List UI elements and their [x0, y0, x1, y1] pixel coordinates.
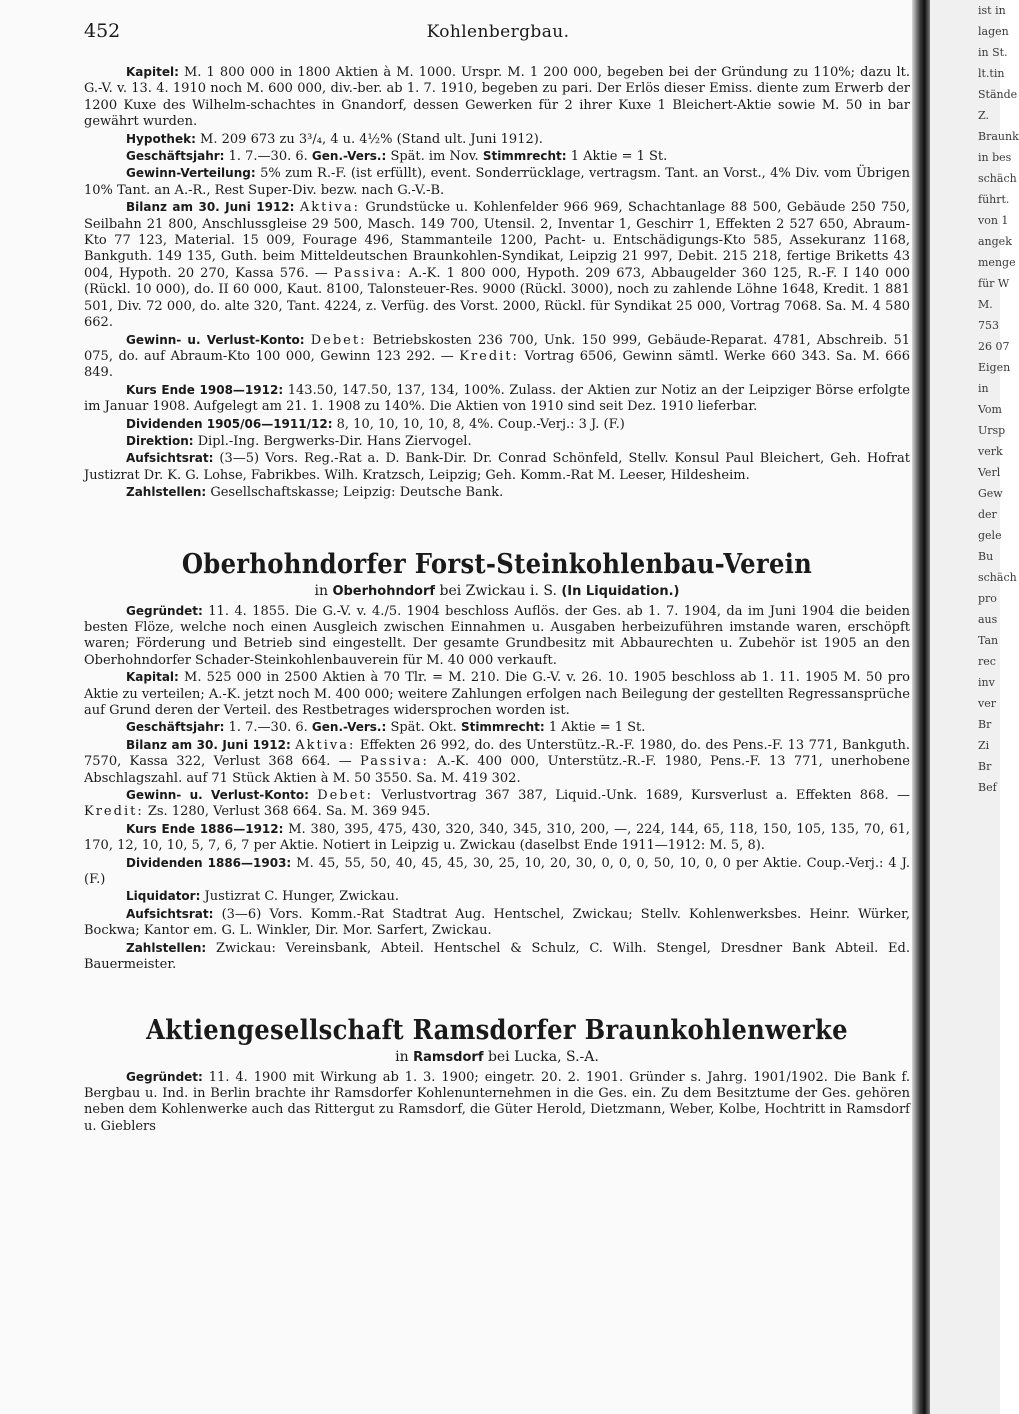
field-label: Bilanz am 30. Juni 1912:: [126, 737, 291, 752]
account-side-label: Debet:: [317, 788, 373, 804]
entry-paragraph: [84, 416, 910, 433]
facing-page-fragment: Tan: [978, 634, 999, 647]
entry-paragraph: [84, 855, 910, 889]
facing-page-fragment: aus: [978, 613, 998, 626]
facing-page-fragment: Br: [978, 718, 992, 731]
field-label: Gewinn- u. Verlust-Konto:: [126, 788, 309, 803]
facing-page-fragment: verk: [978, 445, 1003, 458]
facing-page-fragment: Eigen: [978, 361, 1011, 374]
facing-page-edge: [930, 0, 1019, 1414]
company-title: Aktiengesellschaft Ramsdorfer Braunkohlenwerke: [146, 1014, 848, 1046]
entry-paragraph: [84, 165, 910, 199]
liquidation-note: (In Liquidation.): [561, 583, 680, 599]
field-text: Effekten 26 992, do. des Unterstütz.-R.-F. 1980, do. des Pens.-F. 13 771, Bankguth. 7570, Kassa 322, Verlust 368 664. —: [84, 737, 910, 770]
field-text: A.-K. 1 800 000, Hypoth. 209 673, Abbaugelder 360 125, R.-F. I 140 000 (Rückl. 10 000), do. II 60 000, Kaut. 8100, Talonsteuer-Res. 9000 (Rückl. 3000), noch zu zahlende Löhne 1648, Kredit. 1 881 501, Div. 72 000, do. alte 320, Tant. 4224, z. Verfüg. des Vorst. 2000, Rückl. für Syndikat 25 000, Vortrag 7068. Sa. M. 4 580 662.: [84, 265, 910, 331]
entry-paragraph: [84, 1069, 910, 1136]
entry-paragraph: [84, 719, 910, 736]
facing-page-fragment: schäch: [978, 172, 1017, 185]
field-text: Verlustvortrag 367 387, Liquid.-Unk. 1689, Kursverlust a. Effekten 868. —: [381, 788, 910, 804]
entry-paragraph: [84, 131, 910, 148]
field-text: 11. 4. 1900 mit Wirkung ab 1. 3. 1900; eingetr. 20. 2. 1901. Gründer s. Jahrg. 1901/1902. Die Bank f. Bergbau u. Ind. in Berlin brachte ihr Ramsdorfer Kohlenunternehmen in die Ges. ein. Zu dem Besitztume der Ges. gehören neben dem Kohlenwerke auch das Rittergut zu Ramsdorf, die Güter Herold, Dietzmann, Weber, Kolbe, Hochtritt in Ramsdorf u. Gieblers: [84, 1069, 910, 1134]
entry-paragraph: [84, 199, 910, 331]
field-label: Gewinn-Verteilung:: [126, 166, 256, 181]
entry-paragraph: [84, 888, 910, 905]
field-text: 11. 4. 1855. Die G.-V. v. 4./5. 1904 beschloss Auflös. der Ges. ab 1. 7. 1904, da im Juni 1904 die beiden besten Flöze, welche noch einen Ausgleich zwischen Einnahmen u. Ausgaben herbeizuführen imstande waren, erschöpft waren; Förderung und Betrieb sind eingestellt. Der gesamte Grundbesitz mit Abbaurechten u. Zubehör ist 1905 an den Oberhohndorfer Schader-Steinkohlenbauverein für M. 40 000 verkauft.: [84, 603, 910, 668]
field-label: Stimmrecht:: [460, 720, 545, 735]
facing-page-fragment: in: [978, 382, 989, 395]
location-prefix: in: [395, 1048, 409, 1065]
field-label: Bilanz am 30. Juni 1912:: [126, 200, 295, 215]
account-side-label: Aktiva:: [295, 737, 356, 753]
field-label: Gen.-Vers.:: [311, 720, 387, 735]
field-label: Gewinn- u. Verlust-Konto:: [126, 332, 305, 347]
entry-paragraph: [84, 940, 910, 974]
facing-page-fragment: rec: [978, 655, 996, 668]
field-text: 1 Aktie = 1 St.: [570, 149, 668, 165]
facing-page-fragment: angek: [978, 235, 1012, 248]
entry-paragraph: [84, 484, 910, 501]
facing-page-fragment: Verl: [978, 466, 1001, 479]
running-title: Kohlenbergbau.: [426, 22, 570, 42]
field-label: Dividenden 1886—1903:: [126, 855, 292, 870]
facing-page-fragment: in bes: [978, 151, 1012, 164]
entry-paragraph: [84, 382, 910, 416]
field-text: M. 380, 395, 475, 430, 320, 340, 345, 310, 200, —, 224, 144, 65, 118, 150, 105, 135, 70, 61, 170, 12, 10, 10, 5, 7, 6, 7 per Aktie. Notiert in Leipzig u. Zwickau (daselbst Ende 1911—1912: M. 5, 8).: [84, 821, 910, 854]
field-label: Kapital:: [126, 670, 179, 685]
field-text: Spät. Okt.: [390, 720, 457, 736]
facing-page-fragment: lagen: [978, 25, 1009, 38]
company-location: [84, 1048, 910, 1067]
facing-page-fragment: pro: [978, 592, 997, 605]
facing-page-fragment: ist in: [978, 4, 1006, 17]
field-text: M. 209 673 zu 3³/₄, 4 u. 4½% (Stand ult. Juni 1912).: [200, 131, 543, 147]
facing-page-fragment: inv: [978, 676, 995, 689]
location-place: Oberhohndorf: [332, 583, 436, 599]
field-text: (3—5) Vors. Reg.-Rat a. D. Bank-Dir. Dr. Conrad Schönfeld, Stellv. Konsul Paul Bleichert, Geh. Hofrat Justizrat Dr. K. G. Lohse, Fabrikbes. Wilh. Kratzsch, Leipzig; Geh. Komm.-Rat M. Leeser, Hildesheim.: [84, 451, 910, 483]
company-title: Oberhohndorfer Forst-Steinkohlenbau-Verein: [181, 548, 813, 580]
field-label: Geschäftsjahr:: [126, 149, 225, 164]
field-text: M. 525 000 in 2500 Aktien à 70 Tlr. = M. 210. Die G.-V. v. 26. 10. 1905 beschloss ab 1. 11. 1905 M. 50 pro Aktie zu verteilen; A.-K. jetzt noch M. 400 000; weitere Zahlungen erfolgen nach Beilegung der gestellten Regressansprüche auf Grund deren der Verteil. des Restbetrages widersprochen worden ist.: [84, 670, 910, 718]
entry-paragraph: [84, 906, 910, 940]
facing-page-fragment: in St.: [978, 46, 1008, 59]
facing-page-fragment: von 1: [978, 214, 1009, 227]
field-label: Stimmrecht:: [482, 149, 567, 164]
location-suffix: bei Lucka, S.-A.: [487, 1048, 599, 1065]
entry-paragraph: [84, 669, 910, 719]
facing-page-fragment: Br: [978, 760, 992, 773]
field-text: 1 Aktie = 1 St.: [548, 720, 646, 736]
account-side-label: Passiva:: [360, 754, 429, 770]
facing-page-fragment: Stände: [978, 88, 1018, 101]
facing-page-fragment: Zi: [978, 739, 990, 752]
facing-page-fragment: Braunk: [978, 130, 1019, 143]
field-label: Dividenden 1905/06—1911/12:: [126, 416, 333, 431]
facing-page-fragment: Gew: [978, 487, 1003, 500]
field-text: A.-K. 400 000, Unterstütz.-R.-F. 1980, Pens.-F. 13 771, unerhobene Abschlagszahl. auf 71 Stück Aktien à M. 50 3550. Sa. M. 419 302.: [84, 754, 910, 786]
field-label: Hypothek:: [126, 131, 196, 146]
field-text: Dipl.-Ing. Bergwerks-Dir. Hans Ziervogel.: [197, 433, 472, 449]
field-label: Direktion:: [126, 433, 194, 448]
field-label: Gen.-Vers.:: [311, 149, 387, 164]
field-label: Zahlstellen:: [126, 940, 207, 955]
account-side-label: Debet:: [310, 332, 367, 348]
entry-paragraph: [84, 332, 910, 382]
field-text: Zwickau: Vereinsbank, Abteil. Hentschel & Schulz, C. Wilh. Stengel, Dresdner Bank Abteil. Ed. Bauermeister.: [84, 940, 910, 973]
facing-page-fragment: der: [978, 508, 997, 521]
field-label: Kurs Ende 1886—1912:: [126, 821, 284, 836]
account-side-label: Kredit:: [459, 348, 519, 364]
text-column: [84, 64, 910, 1135]
entry-paragraph: [84, 450, 910, 484]
facing-page-fragment: M.: [978, 298, 993, 311]
facing-page-fragment: schäch: [978, 571, 1017, 584]
field-label: Aufsichtsrat:: [126, 451, 214, 466]
facing-page-fragment: Bu: [978, 550, 994, 563]
entry-paragraph: [84, 787, 910, 821]
facing-page-fragment: lt.tin: [978, 67, 1005, 80]
field-label: Kapitel:: [126, 65, 179, 79]
field-text: 1. 7.—30. 6.: [228, 149, 308, 165]
facing-page-fragment: menge: [978, 256, 1016, 269]
field-text: Spät. im Nov.: [390, 149, 479, 165]
location-suffix: bei Zwickau i. S.: [439, 582, 557, 599]
field-label: Aufsichtsrat:: [126, 906, 214, 921]
field-label: Liquidator:: [126, 889, 201, 904]
field-text: 8, 10, 10, 10, 10, 8, 4%. Coup.-Verj.: 3 J. (F.): [336, 416, 625, 432]
entry-paragraph: [84, 737, 910, 787]
entry-paragraph: [84, 64, 910, 131]
facing-page-fragment: 753: [978, 319, 999, 332]
facing-page-fragment: gele: [978, 529, 1002, 542]
field-text: 143.50, 147.50, 137, 134, 100%. Zulass. der Aktien zur Notiz an der Leipziger Börse erfolgte im Januar 1908. Aufgelegt am 21. 1. 1908 zu 140%. Die Aktien von 1910 sind seit Dez. 1910 lieferbar.: [84, 382, 910, 415]
facing-page-fragment: Bef: [978, 781, 997, 794]
field-text: Vortrag 6506, Gewinn sämtl. Werke 660 343. Sa. M. 666 849.: [84, 348, 910, 381]
entry-paragraph: [84, 433, 910, 450]
book-gutter: [912, 0, 930, 1414]
location-place: Ramsdorf: [413, 1049, 484, 1065]
account-side-label: Kredit:: [84, 804, 144, 820]
field-label: Gegründet:: [126, 1069, 203, 1084]
field-text: M. 1 800 000 in 1800 Aktien à M. 1000. Urspr. M. 1 200 000, begeben bei der Gründung zu 110%; dazu lt. G.-V. v. 13. 4. 1910 noch M. 600 000, div.-ber. ab 1. 7. 1910, begeben zu pari. Der Erlös dieser Emiss. diente zum Erwerb der 1200 Kuxe des Wilhelm-schachtes in Gnandorf, dessen Gewerken für 2 ihrer Kuxe 1 Bleichert-Aktie sowie M. 50 in bar gewährt wurden.: [84, 65, 910, 130]
company-location: [84, 582, 910, 601]
field-text: 1. 7.—30. 6.: [228, 720, 308, 736]
page-header: [84, 20, 912, 46]
field-text: Grundstücke u. Kohlenfelder 966 969, Schachtanlage 88 500, Gebäude 250 750, Seilbahn 21 800, Anschlussgleise 29 500, Masch. 149 700, Utensil. 2, Inventar 1, Geschirr 1, Effekten 2 527 650, Abraum-Kto 77 123, Material. 15 009, Fourage 496, Stammanteile 1200, Pacht- u. Entschädigungs-Kto 585, Assekuranz 1168, Bankguth. 149 135, Guth. beim Mitteldeutschen Braunkohlen-Syndikat, Leipzig 21 997, Debit. 215 218, fertige Briketts 43 004, Hypoth. 20 270, Kassa 576. —: [84, 200, 910, 281]
field-text: Justizrat C. Hunger, Zwickau.: [204, 889, 399, 905]
page-number: 452: [84, 20, 121, 42]
field-text: 5% zum R.-F. (ist erfüllt), event. Sonderrücklage, vertragsm. Tant. an Vorst., 4% Div. vom Übrigen 10% Tant. an A.-R., Rest Super-Div. bezw. nach G.-V.-B.: [84, 166, 911, 198]
location-prefix: in: [314, 582, 328, 599]
facing-page-fragment: 26 07: [978, 340, 1010, 353]
entry-paragraph: [84, 148, 910, 165]
account-side-label: Passiva:: [333, 265, 403, 281]
field-label: Kurs Ende 1908—1912:: [126, 382, 284, 397]
field-text: Zs. 1280, Verlust 368 664. Sa. M. 369 945.: [147, 804, 431, 820]
facing-page-fragment: Vom: [978, 403, 1002, 416]
entry-paragraph: [84, 821, 910, 855]
field-text: M. 45, 55, 50, 40, 45, 45, 30, 25, 10, 20, 30, 0, 0, 0, 50, 10, 0, 0 per Aktie. Coup.-Verj.: 4 J. (F.): [84, 855, 911, 888]
facing-page-fragment: Z.: [978, 109, 989, 122]
entry-paragraph: [84, 603, 910, 670]
field-text: Gesellschaftskasse; Leipzig: Deutsche Bank.: [210, 485, 504, 501]
facing-page-fragment: ver: [978, 697, 996, 710]
facing-page-fragment: Ursp: [978, 424, 1006, 437]
facing-page-fragment: führt.: [978, 193, 1010, 206]
field-text: Betriebskosten 236 700, Unk. 150 999, Gebäude-Reparat. 4781, Abschreib. 51 075, do. auf Abraum-Kto 100 000, Gewinn 123 292. —: [84, 332, 910, 364]
field-label: Zahlstellen:: [126, 485, 207, 500]
facing-page-fragment: für W: [978, 277, 1010, 290]
field-text: (3—6) Vors. Komm.-Rat Stadtrat Aug. Hentschel, Zwickau; Stellv. Kohlenwerksbes. Heinr. Würker, Bockwa; Kantor em. G. L. Winkler, Dir. Mor. Sarfert, Zwickau.: [84, 906, 910, 939]
field-label: Gegründet:: [126, 603, 203, 618]
account-side-label: Aktiva:: [299, 200, 360, 216]
field-label: Geschäftsjahr:: [126, 720, 225, 735]
